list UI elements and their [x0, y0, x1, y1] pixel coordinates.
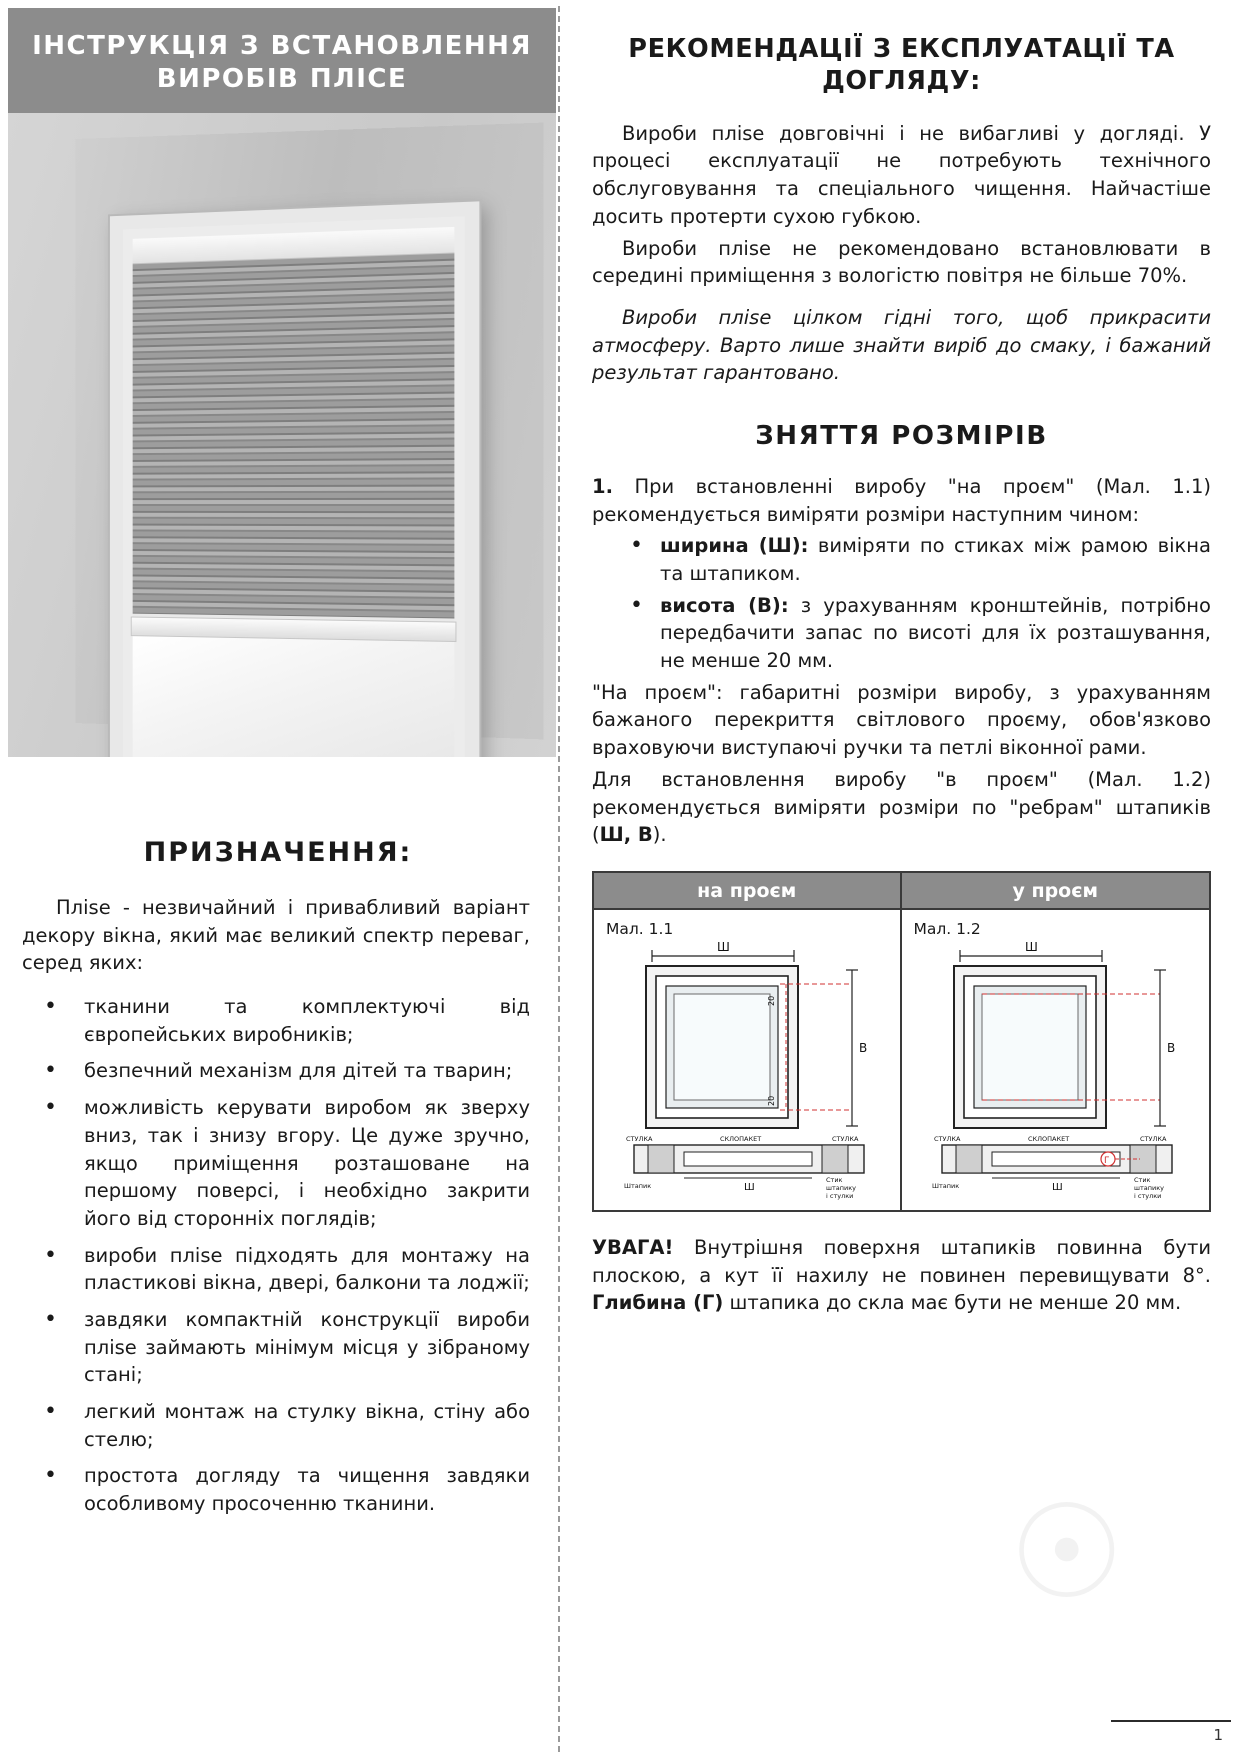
window-glass — [133, 636, 455, 757]
depth-label: Глибина (Г) — [592, 1291, 724, 1315]
list-item: • тканини та комплектуючі від європейських виробників; — [36, 993, 530, 1048]
diagram-2-drawing — [912, 940, 1202, 1205]
svg-text:штапику: штапику — [1133, 1183, 1164, 1192]
svg-text:СТУЛКА: СТУЛКА — [933, 1134, 960, 1143]
svg-text:СКЛОПАКЕТ: СКЛОПАКЕТ — [1027, 1134, 1069, 1143]
pleated-blind-photo — [8, 113, 556, 757]
width-text: виміряти по стиках між рамою вікна та штапиком. — [660, 534, 1211, 585]
window-frame-inner — [123, 216, 465, 757]
svg-text:20: 20 — [767, 995, 776, 1006]
purpose-heading: ПРИЗНАЧЕННЯ: — [143, 837, 413, 868]
measurement-step-1 — [592, 473, 1211, 528]
care-recommendations-heading: РЕКОМЕНДАЦІЇ З ЕКСПЛУАТАЦІЇ ТА ДОГЛЯДУ: — [628, 34, 1175, 96]
window-frame — [110, 201, 479, 757]
list-item-width — [592, 532, 1211, 587]
left-column — [0, 0, 556, 1758]
svg-text:Г: Г — [1103, 1155, 1109, 1166]
svg-text:Ш: Ш — [717, 939, 730, 954]
warning-text-end: штапика до скла має бути не менше 20 мм. — [723, 1291, 1182, 1315]
measurement-paragraph-into — [592, 766, 1211, 849]
svg-text:Ш: Ш — [744, 1181, 755, 1193]
measurements-heading: ЗНЯТТЯ РОЗМІРІВ — [755, 420, 1048, 451]
svg-text:20: 20 — [767, 1095, 776, 1106]
height-text: з урахуванням кронштейнів, потрібно передбачити запас по висоті для їх розташування, не менше 20 мм. — [660, 593, 1211, 673]
right-column — [556, 0, 1245, 1758]
svg-text:Штапик: Штапик — [931, 1181, 959, 1190]
svg-text:Ш: Ш — [1024, 939, 1038, 954]
warning-note — [592, 1234, 1211, 1317]
page-number: 1 — [1213, 1726, 1223, 1744]
svg-text:СТУЛКА: СТУЛКА — [832, 1134, 859, 1143]
footer-rule — [1111, 1720, 1231, 1722]
step-number: 1. — [592, 474, 613, 498]
step-text: При встановленні виробу "на проєм" (Мал. 1.1) рекомендується виміряти розміри наступним чином: — [592, 474, 1211, 526]
measurement-bullet-list — [592, 532, 1211, 674]
diagram-1-body — [594, 910, 900, 1210]
diagram-onto-opening — [594, 873, 902, 1210]
svg-text:СТУЛКА: СТУЛКА — [1139, 1134, 1166, 1143]
svg-text:Стик: Стик — [826, 1175, 843, 1184]
list-item: • вироби пліse підходять для монтажу на пластикові вікна, двері, балкони та лоджії; — [36, 1242, 530, 1297]
list-item: • безпечний механізм для дітей та тварин; — [36, 1057, 530, 1085]
list-item-height — [592, 592, 1211, 675]
list-item: • легкий монтаж на стулку вікна, стіну або стелю; — [36, 1398, 530, 1453]
svg-text:Штапик: Штапик — [624, 1181, 652, 1190]
purpose-intro: Пліse - незвичайний і привабливий варіант декору вікна, який має великий спектр переваг, серед яких: — [22, 896, 530, 975]
svg-text:СКЛОПАКЕТ: СКЛОПАКЕТ — [720, 1134, 762, 1143]
diagram-2-header: у проєм — [902, 873, 1210, 910]
list-item: • можливість керувати виробом як зверху вниз, так і знизу вгору. Це дуже зручно, якщо приміщення розташоване на першому поверсі, і необхідно закрити його від сторонніх поглядів; — [36, 1094, 530, 1232]
svg-text:Стик: Стик — [1133, 1175, 1150, 1184]
warning-label: УВАГА! — [592, 1235, 674, 1259]
list-item: • простота догляду та чищення завдяки особливому просоченню тканини. — [36, 1462, 530, 1517]
svg-text:і стулки: і стулки — [1133, 1191, 1161, 1200]
svg-text:штапику: штапику — [826, 1183, 856, 1192]
care-paragraph-1: Вироби пліse довговічні і не вибагливі у догляді. У процесі експлуатації не потребують технічного обслуговування та спеціального чищення. Найчастіше досить протерти сухою губкою. — [592, 121, 1211, 228]
care-paragraph-2: Вироби пліse не рекомендовано встановлювати в середині приміщення з вологістю повітря не більше 70%. — [592, 236, 1211, 288]
diagram-2-figure-label: Мал. 1.2 — [913, 919, 981, 938]
into-text: Для встановлення виробу "в проєм" (Мал. 1.2) рекомендується виміряти розміри по "ребрам" штапиків ( — [592, 767, 1211, 847]
watermark-logo-secondary: ☉ — [1008, 1476, 1125, 1628]
width-label: ширина (Ш): — [660, 534, 809, 558]
diagram-1-header: на проєм — [594, 873, 900, 910]
diagram-into-opening — [902, 873, 1210, 1210]
diagram-2-body — [902, 910, 1210, 1210]
into-text-end: ). — [652, 823, 667, 847]
svg-text:СТУЛКА: СТУЛКА — [626, 1134, 653, 1143]
warning-text: Внутрішня поверхня штапиків повинна бути плоскою, а кут її нахилу не повинен перевищувати 8°. — [592, 1235, 1211, 1287]
care-paragraph-3: Вироби пліse цілком гідні того, щоб прикрасити атмосферу. Варто лише знайти виріб до смаку, і бажаний результат гарантовано. — [592, 305, 1211, 385]
diagram-1-drawing — [604, 940, 894, 1205]
svg-text:В: В — [859, 1040, 868, 1055]
measurement-paragraph-onto: "На проєм": габаритні розміри виробу, з урахуванням бажаного перекриття світлового проєму, обов'язково враховуючи виступаючі ручки та петлі віконної рами. — [592, 680, 1211, 760]
into-symbols: Ш, В — [599, 823, 653, 847]
purpose-bullet-list — [36, 993, 530, 1518]
instruction-title-banner: ІНСТРУКЦІЯ З ВСТАНОВЛЕННЯ ВИРОБІВ ПЛІСЕ — [8, 8, 556, 113]
measurement-diagrams — [592, 871, 1211, 1212]
list-item: • завдяки компактній конструкції вироби пліse займають мінімум місця у зібраному стані; — [36, 1306, 530, 1389]
svg-text:Ш: Ш — [1051, 1181, 1063, 1193]
svg-text:і стулки: і стулки — [826, 1191, 854, 1200]
diagram-1-figure-label: Мал. 1.1 — [606, 919, 674, 938]
blind-pleated-fabric — [133, 253, 455, 621]
svg-text:В: В — [1166, 1040, 1175, 1055]
height-label: висота (В): — [660, 593, 789, 617]
